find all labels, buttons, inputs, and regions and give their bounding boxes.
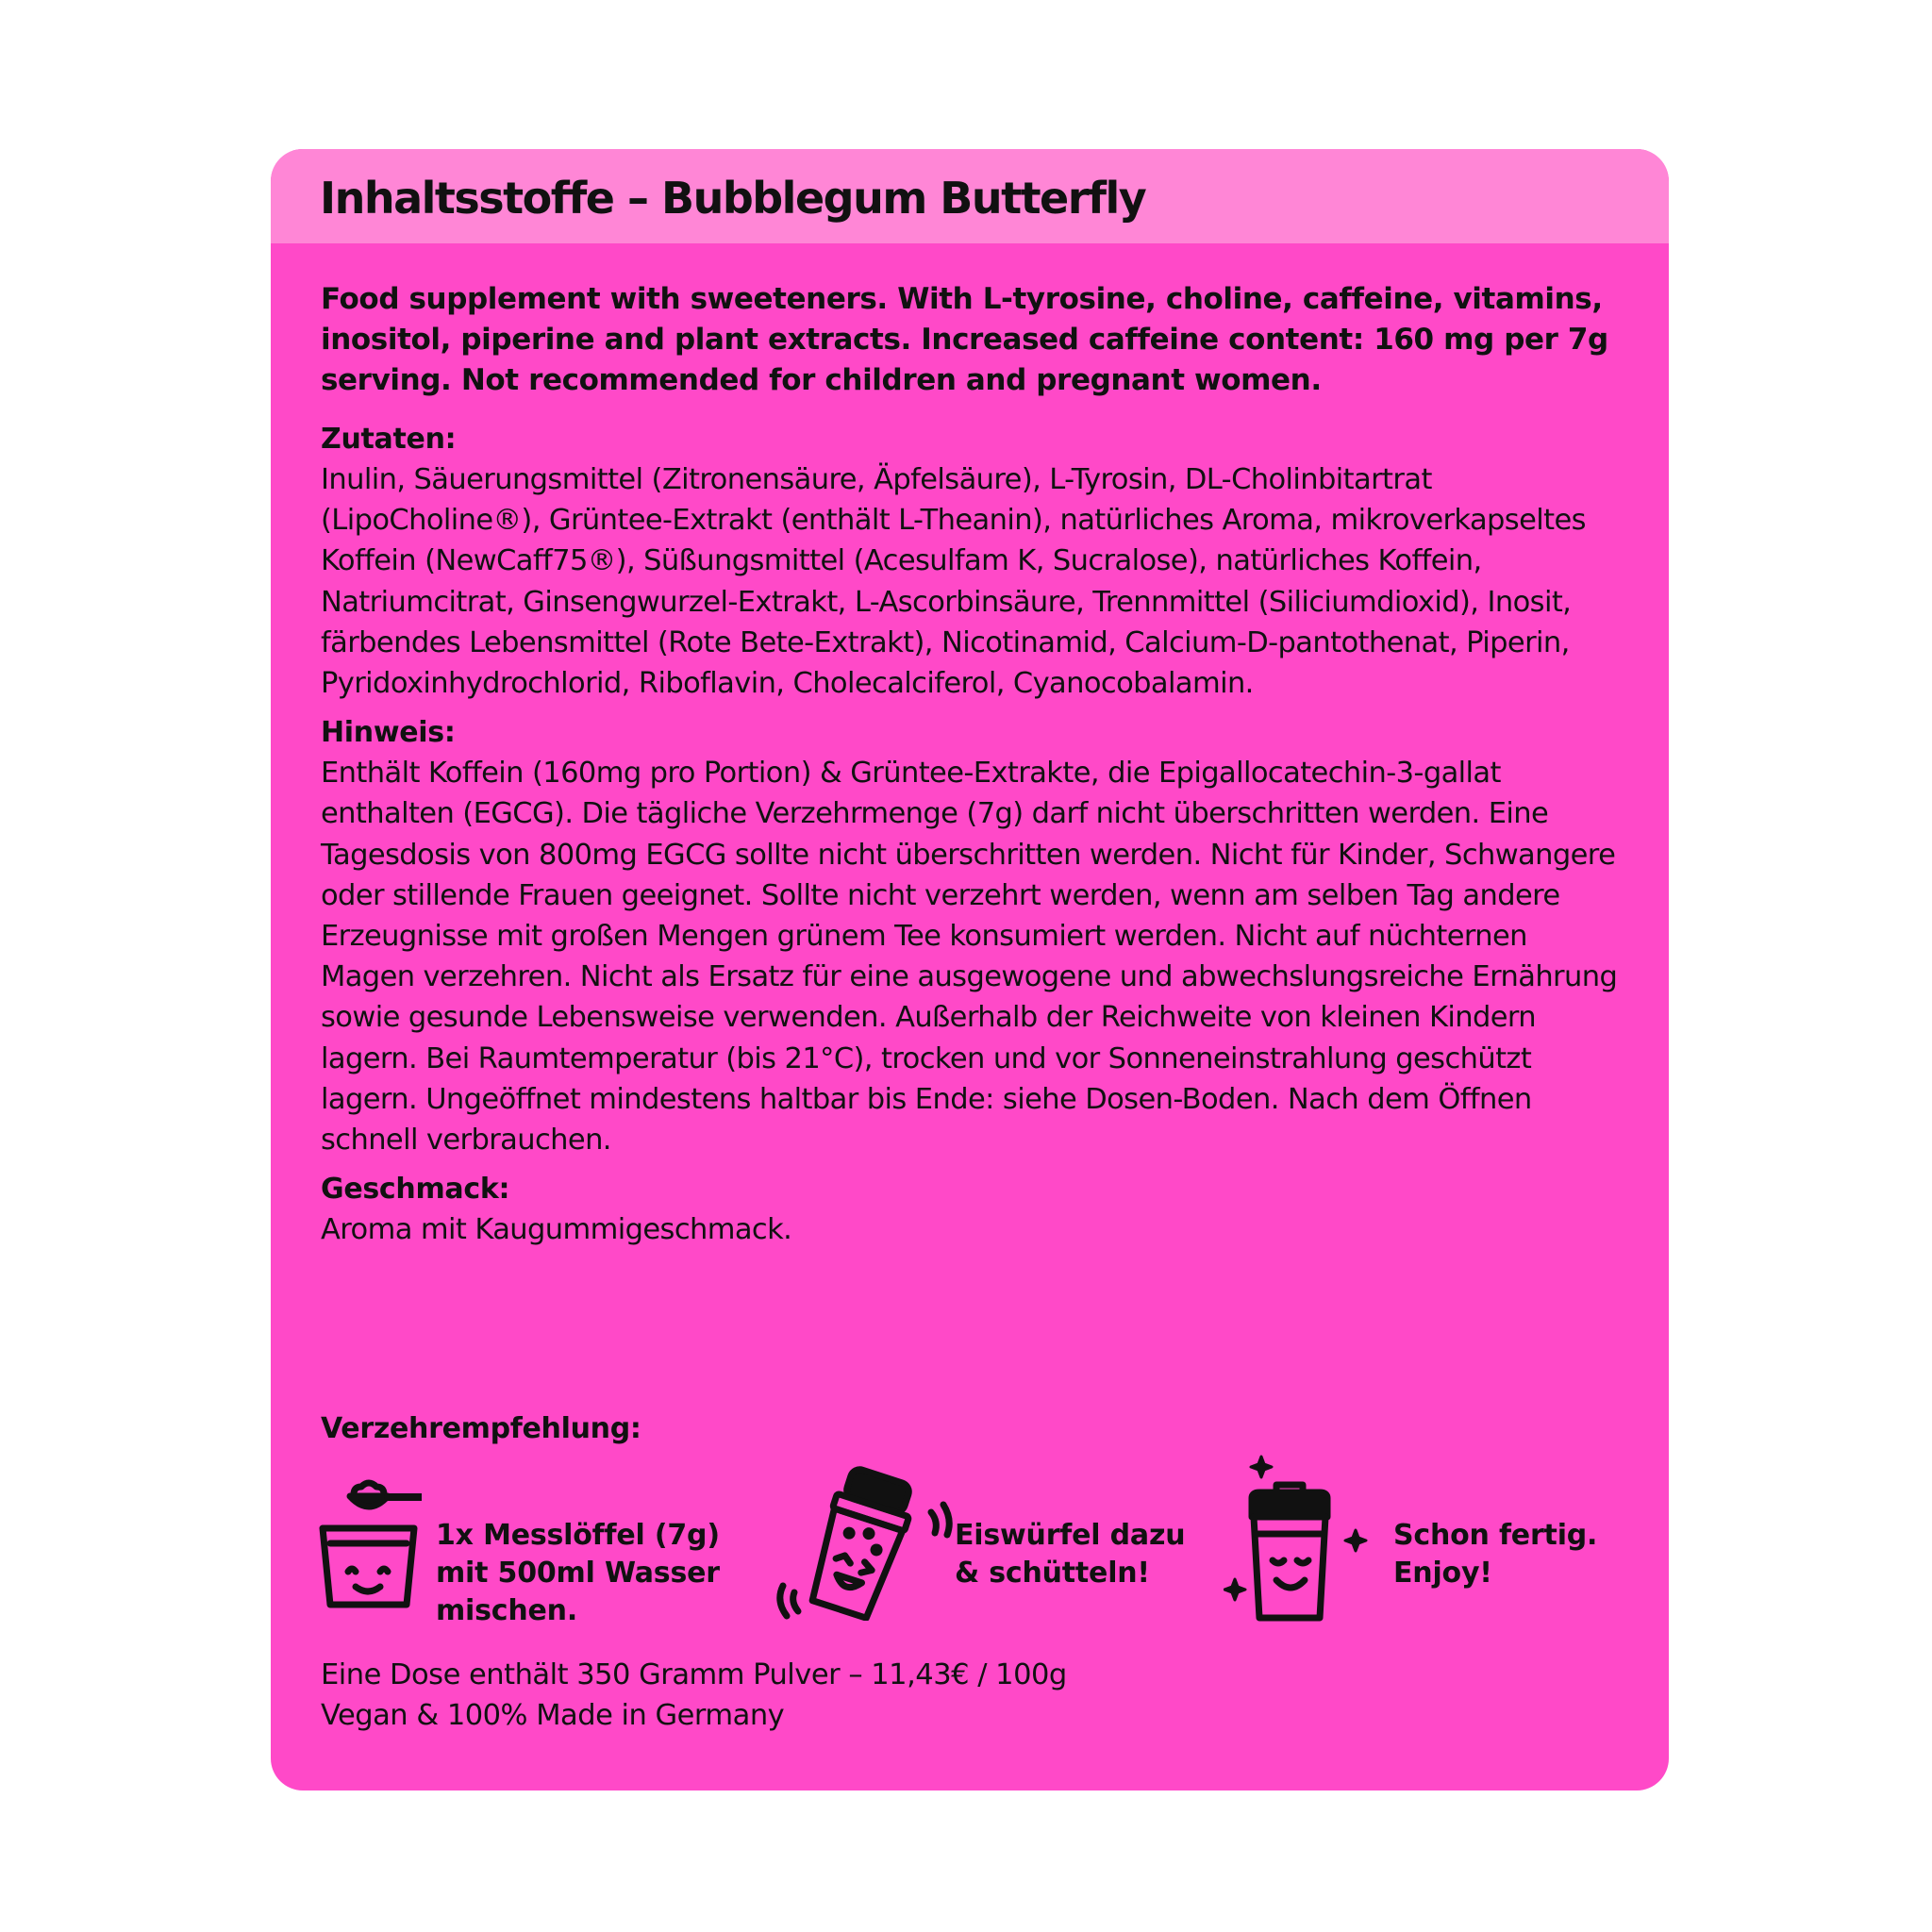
- sparkle-shaker-icon: [1224, 1443, 1374, 1623]
- shaker-icon: [775, 1465, 955, 1621]
- step-1-line-3: mischen.: [436, 1594, 578, 1627]
- hinweis-text: Enthält Koffein (160mg pro Portion) & Grüntee-Extrakte, die Epigallocatechin-3-gallat enthalten (EGCG). Die tägliche Verzehrmenge (7g) darf nicht überschritten werden. Eine Tagesdosis von 800mg EGCG sollte nicht überschritten werden. Nicht für Kinder, Schwangere oder stillende Frauen geeignet. Sollte nicht verzehrt werden, wenn am selben Tag andere Erzeugnisse mit großen Mengen grünem Tee konsumiert werden. Nicht auf nüchternen Magen verzehren. Nicht als Ersatz für eine ausgewogene und abwechslungsreiche Ernährung sowie gesunde Lebensweise verwenden. Außerhalb der Reichweite von kleinen Kindern lagern. Bei Raumtemperatur (bis 21°C), trocken und vor Sonneneinstrahlung geschützt lagern. Ungeöffnet mindestens haltbar bis Ende: siehe Dosen-Boden. Nach dem Öffnen schnell verbrauchen.: [321, 757, 1618, 1158]
- usage-heading: Verzehrempfehlung:: [321, 1412, 641, 1445]
- card-header: [271, 149, 1669, 243]
- step-1-text: [436, 1517, 720, 1630]
- step-3-line-1: Schon fertig.: [1393, 1519, 1598, 1552]
- footer-origin-line: Vegan & 100% Made in Germany: [321, 1699, 785, 1732]
- step-2-text: [955, 1517, 1185, 1592]
- step-3-text: [1393, 1517, 1597, 1592]
- step-2-line-1: Eiswürfel dazu: [955, 1519, 1186, 1552]
- page-title: Inhaltsstoffe – Bubblegum Butterfly: [320, 173, 1146, 224]
- step-3-line-2: Enjoy!: [1393, 1557, 1492, 1590]
- card-content: [321, 279, 1623, 1250]
- scoop-cup-icon: [318, 1468, 422, 1609]
- footer: [321, 1655, 1067, 1736]
- zutaten-text: Inulin, Säuerungsmittel (Zitronensäure, Äpfelsäure), L-Tyrosin, DL-Cholinbitartrat (LipoCholine®), Grüntee-Extrakt (enthält L-Theanin), natürliches Aroma, mikroverkapseltes Koffein (NewCaff75®), Süßungsmittel (Acesulfam K, Sucralose), natürliches Koffein, Natriumcitrat, Ginsengwurzel-Extrakt, L-Ascorbinsäure, Trennmittel (Siliciumdioxid), Inosit, färbendes Lebensmittel (Rote Bete-Extrakt), Nicotinamid, Calcium-D-pantothenat, Piperin, Pyridoxinhydrochlorid, Riboflavin, Cholecalciferol, Cyanocobalamin.: [321, 463, 1586, 701]
- step-2-line-2: & schütteln!: [955, 1557, 1150, 1590]
- geschmack-text: Aroma mit Kaugummigeschmack.: [321, 1213, 792, 1247]
- geschmack-heading: Geschmack:: [321, 1173, 510, 1207]
- ingredients-card: [271, 149, 1669, 1790]
- step-1-line-1: 1x Messlöffel (7g): [436, 1519, 720, 1552]
- step-1-line-2: mit 500ml Wasser: [436, 1557, 720, 1590]
- hinweis-heading: Hinweis:: [321, 716, 456, 750]
- intro-text: Food supplement with sweeteners. With L-tyrosine, choline, caffeine, vitamins, inositol, piperine and plant extracts. Increased caffeine content: 160 mg per 7g serving. Not recommended for children and pregnant women.: [321, 282, 1608, 397]
- footer-price-line: Eine Dose enthält 350 Gramm Pulver – 11,43€ / 100g: [321, 1658, 1067, 1691]
- zutaten-heading: Zutaten:: [321, 423, 457, 456]
